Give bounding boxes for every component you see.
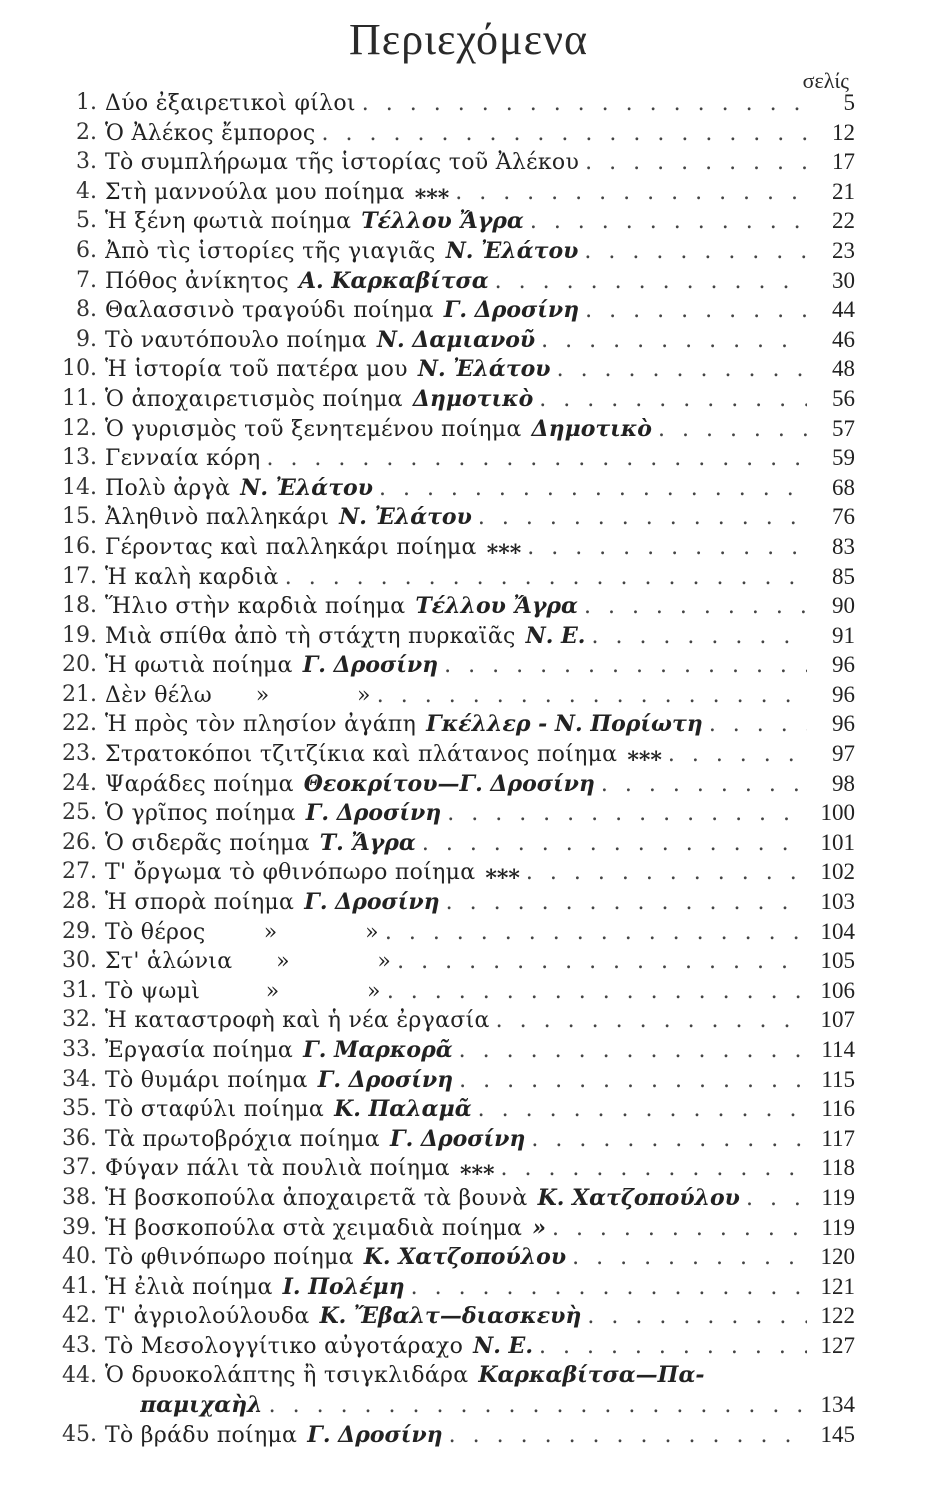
- entry-title: Τὸ θέρος » »: [105, 919, 379, 945]
- entry-page-number: 96: [832, 652, 855, 678]
- entry-author: Γ. Δροσίνη: [389, 1125, 526, 1152]
- leader-dots: [459, 1036, 807, 1065]
- entry-page-number: 116: [821, 1096, 855, 1122]
- leader-dots: [377, 681, 807, 710]
- entry-page-number: 97: [832, 741, 855, 767]
- entry-number: 8.: [76, 297, 97, 323]
- toc-entry: [55, 443, 855, 473]
- entry-page-number: 114: [821, 1037, 855, 1062]
- entry-page-number: 57: [832, 415, 855, 441]
- entry-title: Ἡ ἐλιὰ ποίημα: [105, 1274, 273, 1300]
- entry-number: 42.: [62, 1303, 97, 1329]
- entry-number: 19.: [62, 622, 97, 648]
- entry-page-number: 46: [832, 326, 855, 352]
- leader-dots: [658, 415, 807, 444]
- leader-dots: [668, 740, 807, 769]
- entry-number: 11.: [62, 385, 97, 411]
- entry-title: Ἡ βοσκοπούλα στὰ χειμαδιὰ ποίημα: [105, 1215, 523, 1241]
- leader-dots: [552, 1214, 807, 1243]
- entry-number: 33.: [62, 1037, 97, 1062]
- toc-entry: [55, 1213, 855, 1243]
- toc-entry: [55, 591, 855, 621]
- leader-dots: [496, 1006, 807, 1035]
- entry-author: Γ. Δροσίνη: [304, 889, 440, 916]
- entry-title: Γενναία κόρη: [105, 446, 261, 472]
- entry-author: Ν. Ἐλάτου: [240, 474, 373, 501]
- entry-author: Α. Καρκαβίτσα: [298, 267, 489, 294]
- entry-number: 16.: [62, 533, 97, 559]
- toc-entry: [55, 1361, 855, 1420]
- entry-number: 28.: [62, 889, 97, 915]
- toc-entry: [55, 1005, 855, 1035]
- entry-number: 30.: [62, 948, 97, 974]
- entry-title: Τ' ἀγριολούλουδα: [105, 1304, 310, 1330]
- entry-number: 45.: [62, 1421, 97, 1447]
- entry-page-number: 21: [832, 178, 855, 204]
- entry-number: 24.: [62, 770, 97, 796]
- entry-title: Ψαράδες ποίημα: [105, 771, 294, 797]
- leader-dots: [478, 503, 807, 532]
- entry-author: Κ. Παλαμᾶ: [334, 1096, 472, 1123]
- entry-page-number: 48: [832, 356, 855, 382]
- entry-title: Ἀπὸ τὶς ἱστορίες τῆς γιαγιᾶς: [105, 238, 436, 264]
- entry-page-number: 101: [820, 829, 855, 855]
- entry-title: Ὁ ἀποχαιρετισμὸς ποίημα: [105, 386, 403, 412]
- entry-number: 1.: [76, 90, 97, 115]
- entry-page-number: 44: [832, 297, 855, 323]
- leader-dots: [527, 533, 807, 562]
- entry-number: 18.: [62, 593, 97, 619]
- toc-entry: [55, 650, 855, 680]
- entry-number: 22.: [62, 711, 97, 737]
- entry-number: 7.: [76, 267, 97, 293]
- entry-author: Γ. Δροσίνη: [443, 297, 580, 324]
- entry-author: Ν. Δαμιανοῦ: [376, 326, 536, 353]
- entry-number: 35.: [62, 1096, 97, 1122]
- leader-dots: [269, 1391, 807, 1420]
- toc-entry: [55, 532, 855, 562]
- entry-title: Ἡ καταστροφὴ καὶ ἡ νέα ἐργασία: [105, 1008, 490, 1034]
- entry-author: Γ. Δροσίνη: [305, 800, 442, 827]
- entry-page-number: 90: [832, 593, 855, 619]
- entry-number: 5.: [76, 208, 97, 234]
- entry-number: 38.: [62, 1184, 97, 1210]
- toc-entry: [55, 325, 855, 355]
- entry-author-continued: παμιχαὴλ: [140, 1392, 263, 1419]
- entry-page-number: 76: [832, 504, 855, 530]
- entry-number: 32.: [62, 1007, 97, 1033]
- entry-title: Ὁ γρῖπος ποίημα: [105, 801, 296, 827]
- entry-number: 13.: [62, 445, 97, 471]
- toc-entry: [55, 354, 855, 384]
- leader-dots: [387, 977, 807, 1006]
- entry-page-number: 5: [843, 90, 855, 115]
- entry-author: ⁎⁎⁎: [627, 741, 662, 768]
- toc-entry: [55, 295, 855, 325]
- entry-title: Ἡ βοσκοπούλα ἀποχαιρετᾶ τὰ βουνὰ: [105, 1185, 528, 1211]
- entry-number: 23.: [62, 741, 97, 767]
- entry-author: ⁎⁎⁎: [485, 859, 520, 886]
- leader-dots: [447, 799, 807, 828]
- entry-title: Τὸ συμπλήρωμα τῆς ἱστορίας τοῦ Ἀλέκου: [105, 150, 580, 176]
- leader-dots: [449, 1421, 807, 1450]
- entry-title: Ἡ ξένη φωτιὰ ποίημα: [105, 209, 352, 235]
- entry-author: Καρκαβίτσα—Πα-: [478, 1361, 705, 1388]
- toc-entry: [55, 177, 855, 207]
- toc-entry: [55, 1420, 855, 1450]
- entry-page-number: 127: [820, 1332, 855, 1358]
- leader-dots: [478, 1095, 807, 1124]
- page-column-label: σελίς: [802, 68, 849, 93]
- entry-author: ⁎⁎⁎: [459, 1155, 495, 1182]
- entry-page-number: 120: [820, 1244, 855, 1270]
- entry-number: 27.: [62, 859, 97, 885]
- entry-author: Ν. Ἐλάτου: [445, 237, 579, 264]
- entry-title: Ἡ πρὸς τὸν πλησίον ἀγάπη: [105, 712, 417, 738]
- entry-page-number: 121: [820, 1273, 855, 1299]
- leader-dots: [444, 651, 807, 680]
- toc-entry: [55, 857, 855, 887]
- toc-entry: [55, 1035, 855, 1065]
- toc-entry: [55, 236, 855, 266]
- entry-page-number: 96: [832, 681, 855, 707]
- entry-number: 41.: [62, 1273, 97, 1299]
- leader-dots: [587, 1302, 807, 1331]
- entry-number: 4.: [76, 178, 97, 204]
- entry-author: Γ. Δροσίνη: [302, 652, 439, 679]
- entry-number: 31.: [62, 977, 97, 1003]
- entry-author: ⁎⁎⁎: [486, 533, 522, 560]
- toc-entry: [55, 1124, 855, 1154]
- toc-entry: [55, 1153, 855, 1183]
- toc-entry: [55, 502, 855, 532]
- entry-author: Θεοκρίτου—Γ. Δροσίνη: [303, 770, 595, 797]
- leader-dots: [397, 947, 807, 976]
- entry-page-number: 91: [832, 622, 855, 648]
- entry-author: Τέλλου Ἄγρα: [361, 208, 524, 235]
- entry-title: Θαλασσινὸ τραγούδι ποίημα: [105, 298, 434, 324]
- leader-dots: [530, 207, 807, 236]
- toc-entry: [55, 976, 855, 1006]
- entry-author: Τέλλου Ἄγρα: [415, 593, 578, 620]
- leader-dots: [385, 918, 807, 947]
- toc-entry: [55, 384, 855, 414]
- toc-entry: [55, 118, 855, 148]
- entry-title: Ἡ ἱστορία τοῦ πατέρα μου: [105, 357, 408, 383]
- entry-number: 25.: [62, 800, 97, 826]
- toc-entry: [55, 739, 855, 769]
- entry-author: Δημοτικὸ: [531, 415, 652, 442]
- entry-title: Τὸ Μεσολογγίτικο αὐγοτάραχο: [105, 1333, 464, 1359]
- entry-page-number: 119: [821, 1184, 855, 1210]
- entry-title: Τὸ σταφύλι ποίημα: [105, 1097, 325, 1123]
- entry-title: Στὴ μαννούλα μου ποίημα: [105, 179, 405, 205]
- entry-page-number: 104: [820, 918, 855, 944]
- leader-dots: [322, 119, 807, 148]
- entry-author: Γ. Δροσίνη: [317, 1066, 454, 1093]
- entry-author: Γ. Δροσίνη: [307, 1421, 443, 1448]
- entry-title: Ἀληθινὸ παλληκάρι: [105, 505, 330, 531]
- entry-title: Γέροντας καὶ παλληκάρι ποίημα: [105, 534, 477, 560]
- entry-number: 43.: [62, 1332, 97, 1358]
- entry-title: Φύγαν πάλι τὰ πουλιὰ ποίημα: [105, 1156, 450, 1182]
- entry-number: 10.: [62, 356, 97, 382]
- entry-page-number: 68: [832, 474, 855, 500]
- leader-dots: [591, 622, 807, 651]
- leader-dots: [495, 267, 807, 296]
- entry-page-number: 102: [820, 859, 855, 885]
- leader-dots: [285, 563, 807, 592]
- entry-page-number: 30: [832, 267, 855, 293]
- toc-entry: [55, 147, 855, 177]
- entry-page-number: 17: [832, 149, 855, 175]
- entry-title: Τ' ὄργωμα τὸ φθινόπωρο ποίημα: [105, 860, 476, 886]
- entry-title: Ἡ καλὴ καρδιὰ: [105, 564, 279, 590]
- leader-dots: [572, 1243, 807, 1272]
- entry-page-number: 145: [820, 1421, 855, 1447]
- toc-entry: [55, 769, 855, 799]
- toc-entry: [55, 88, 855, 118]
- toc-entry: [55, 828, 855, 858]
- leader-dots: [746, 1184, 807, 1213]
- entry-page-number: 117: [821, 1125, 855, 1151]
- entry-title: Ἡ σπορὰ ποίημα: [105, 890, 295, 916]
- leader-dots: [585, 296, 807, 325]
- leader-dots: [459, 1066, 807, 1095]
- entry-author: Ι. Πολέμη: [282, 1273, 405, 1300]
- page-title: Περιεχόμενα: [348, 15, 589, 64]
- leader-dots: [601, 770, 807, 799]
- entry-author: Γκέλλερ - Ν. Πορίωτη: [426, 711, 703, 738]
- toc-entry: [55, 946, 855, 976]
- entry-number: 37.: [62, 1155, 97, 1181]
- entry-author: Ν. Ε.: [473, 1332, 533, 1359]
- entry-title: Ἡ φωτιὰ ποίημα: [105, 653, 293, 679]
- toc-entry: [55, 1094, 855, 1124]
- entry-page-number: 107: [820, 1007, 855, 1033]
- entry-author: Ν. Ἐλάτου: [417, 356, 551, 383]
- entry-page-number: 96: [832, 711, 855, 737]
- toc-entry: [55, 887, 855, 917]
- entry-title: Τὸ βράδυ ποίημα: [105, 1422, 298, 1448]
- entry-title: Τὸ θυμάρι ποίημα: [105, 1067, 308, 1093]
- entry-page-number: 118: [821, 1155, 855, 1181]
- toc-entry: [55, 1272, 855, 1302]
- entry-page-number: 122: [820, 1303, 855, 1329]
- entry-number: 29.: [62, 918, 97, 944]
- entry-page-number: 56: [832, 385, 855, 411]
- leader-dots: [526, 858, 807, 887]
- entry-author: Ν. Ε.: [525, 622, 586, 649]
- entry-number: 26.: [62, 829, 97, 855]
- toc-entry: [55, 206, 855, 236]
- entry-page-number: 134: [820, 1392, 855, 1418]
- leader-dots: [539, 385, 807, 414]
- entry-title: Ὁ Ἀλέκος ἔμπορος: [105, 120, 316, 146]
- entry-title: Τὸ ναυτόπουλο ποίημα: [105, 327, 367, 353]
- leader-dots: [584, 237, 807, 266]
- leader-dots: [709, 710, 807, 739]
- leader-dots: [539, 1332, 807, 1361]
- entry-number: 14.: [62, 474, 97, 500]
- entry-page-number: 100: [820, 800, 855, 826]
- entry-title: Πολὺ ἀργὰ: [105, 475, 231, 501]
- toc-entry: [55, 1065, 855, 1095]
- leader-dots: [455, 178, 807, 207]
- leader-dots: [585, 148, 807, 177]
- entry-author: Γ. Μαρκορᾶ: [303, 1037, 453, 1063]
- entry-page-number: 115: [821, 1066, 855, 1092]
- entry-page-number: 98: [832, 770, 855, 796]
- entry-author: Δημοτικὸ: [412, 385, 534, 412]
- leader-dots: [266, 444, 807, 473]
- entry-page-number: 106: [820, 977, 855, 1003]
- entry-number: 17.: [62, 563, 97, 589]
- toc-entry: [55, 1183, 855, 1213]
- entry-number: 34.: [62, 1066, 97, 1092]
- toc-entry: [55, 917, 855, 947]
- entry-title: Δὲν θέλω » »: [105, 682, 371, 708]
- toc-entry: [55, 473, 855, 503]
- toc-entry: [55, 562, 855, 592]
- entry-number: 44.: [62, 1362, 97, 1388]
- entry-author: Ν. Ἐλάτου: [339, 504, 472, 531]
- entry-number: 40.: [62, 1244, 97, 1270]
- entry-number: 12.: [62, 415, 97, 441]
- entry-number: 21.: [62, 681, 97, 707]
- toc-entry: [55, 709, 855, 739]
- toc-entry: [55, 680, 855, 710]
- entry-title: Τὰ πρωτοβρόχια ποίημα: [105, 1126, 380, 1152]
- leader-dots: [541, 326, 807, 355]
- entry-title: Ἐργασία ποίημα: [105, 1038, 294, 1063]
- toc-entry: [55, 798, 855, 828]
- leader-dots: [584, 592, 807, 621]
- entry-title: Στρατοκόποι τζιτζίκια καὶ πλάτανος ποίημα: [105, 742, 618, 768]
- leader-dots: [557, 355, 807, 384]
- entry-author: Κ. Χατζοπούλου: [363, 1244, 567, 1271]
- entry-author: Κ. Ἔβαλτ—διασκευὴ: [319, 1303, 582, 1330]
- toc-entry: [55, 1242, 855, 1272]
- leader-dots: [446, 888, 807, 917]
- entry-page-number: 59: [832, 445, 855, 471]
- entry-number: 39.: [62, 1214, 97, 1240]
- toc-entry: [55, 414, 855, 444]
- table-of-contents: [55, 88, 855, 1449]
- entry-title: Ἥλιο στὴν καρδιὰ ποίημα: [105, 594, 406, 620]
- entry-number: 3.: [76, 149, 97, 175]
- entry-title: Πόθος ἀνίκητος: [105, 268, 289, 294]
- toc-entry: [55, 266, 855, 296]
- entry-number: 2.: [76, 119, 97, 145]
- leader-dots: [362, 89, 807, 118]
- entry-page-number: 83: [832, 533, 855, 559]
- entry-page-number: 23: [832, 237, 855, 263]
- entry-author: ⁎⁎⁎: [414, 178, 450, 205]
- entry-number: 6.: [76, 237, 97, 263]
- leader-dots: [531, 1125, 807, 1154]
- entry-title: Στ' ἁλώνια » »: [105, 949, 392, 975]
- leader-dots: [411, 1273, 807, 1302]
- entry-title: Τὸ ψωμὶ » »: [105, 978, 381, 1004]
- leader-dots: [379, 474, 807, 503]
- entry-author: »: [532, 1214, 546, 1241]
- entry-title: Ὁ σιδερᾶς ποίημα: [105, 830, 310, 856]
- toc-entry: [55, 1301, 855, 1331]
- entry-page-number: 22: [832, 208, 855, 234]
- entry-number: 36.: [62, 1125, 97, 1151]
- entry-number: 9.: [76, 326, 97, 352]
- entry-title: Δύο ἐξαιρετικοὶ φίλοι: [105, 91, 356, 116]
- entry-author: Τ. Ἄγρα: [319, 829, 416, 856]
- entry-page-number: 119: [821, 1214, 855, 1240]
- entry-title: Μιὰ σπίθα ἀπὸ τὴ στάχτη πυρκαϊᾶς: [105, 623, 516, 649]
- entry-page-number: 85: [832, 563, 855, 589]
- leader-dots: [500, 1154, 807, 1183]
- leader-dots: [422, 829, 807, 858]
- entry-page-number: 105: [820, 948, 855, 974]
- toc-entry: [55, 621, 855, 651]
- entry-number: 15.: [62, 504, 97, 530]
- entry-number: 20.: [62, 652, 97, 678]
- entry-page-number: 12: [832, 119, 855, 145]
- entry-title: Τὸ φθινόπωρο ποίημα: [105, 1245, 354, 1271]
- entry-title: Ὁ γυρισμὸς τοῦ ξενητεμένου ποίημα: [105, 416, 522, 442]
- entry-title: Ὁ δρυοκολάπτης ἢ τσιγκλιδάρα: [105, 1362, 469, 1388]
- entry-page-number: 103: [820, 889, 855, 915]
- entry-author: Κ. Χατζοπούλου: [537, 1184, 740, 1211]
- toc-entry: [55, 1331, 855, 1361]
